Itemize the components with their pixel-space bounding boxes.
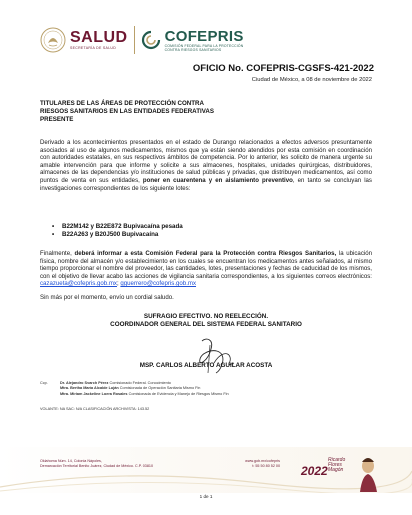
- footer-flores-magon: [328, 458, 345, 474]
- paragraph-request-emphasis: poner en cuarentena y en aislamiento preventivo: [142, 176, 293, 184]
- paragraph-request: [40, 139, 372, 192]
- paragraph-greeting: Sin más por el momento, envío un cordial saludo.: [40, 294, 174, 301]
- lot-list: [52, 223, 183, 240]
- lot-item: • B22M142 y B22E872 Bupivacaína pesada: [52, 223, 183, 231]
- closing-block: [0, 313, 412, 329]
- ccp-spacer: [40, 392, 54, 397]
- ccp-role: Comisionada de Evidencia y Manejo de Riesgos Mismo Fin: [128, 391, 229, 396]
- closing-title: COORDINADOR GENERAL DEL SISTEMA FEDERAL SANITARIO: [110, 320, 302, 328]
- document-date: Ciudad de México, a 08 de noviembre de 2022: [251, 77, 372, 83]
- footer-website: www.gob.mx/cofepris: [245, 459, 280, 463]
- paragraph-report-text-1: Finalmente,: [40, 250, 75, 257]
- cofepris-logo: [141, 29, 244, 52]
- signer-name: MSP. CARLOS ALBERTO AGUILAR ACOSTA: [139, 362, 273, 369]
- ccp-role: Comisionada de Operación Sanitaria Mismo Fin: [119, 386, 201, 391]
- salud-subtitle: SECRETARÍA DE SALUD: [70, 45, 117, 50]
- ccp-role: Comisionado Federal. Conocimiento: [109, 381, 171, 385]
- ccp-entry: [60, 392, 229, 397]
- lot-item: • B22A263 y B20J500 Bupivacaína: [52, 231, 183, 239]
- salud-wordmark: SALUD: [70, 28, 128, 46]
- flores-line-2: Flores: [328, 462, 342, 469]
- footer-year: 2022: [301, 464, 328, 478]
- paragraph-report-emphasis: deberá informar a esta Comisión Federal para la Protección contra Riesgos Sanitarios,: [74, 250, 337, 257]
- flores-line-1: Ricardo: [328, 457, 346, 463]
- ccp-label: Ccp.: [40, 381, 48, 385]
- volante-line: VOLANTE: NA SAC: N/A CLASIFICACIÓN ARCHIVISTA: 143.52: [40, 407, 150, 411]
- paragraph-request-text-2: , en tanto se concluyan las investigaciones correspondientes de los siguiente lotes:: [40, 176, 372, 192]
- footer-address-line-2: Demarcación Territorial Benito Juárez, Ciudad de México. C.P. 03810: [40, 464, 154, 468]
- ccp-name: Dr. Alejandro Svarch Pérez: [60, 381, 109, 385]
- footer-contact: [230, 459, 280, 469]
- header-divider: [134, 26, 135, 54]
- handwritten-signature: [184, 333, 248, 377]
- email-separator: ;: [116, 280, 119, 288]
- addressee-line-1: TITULARES DE LAS ÁREAS DE PROTECCIÓN CONTRA: [40, 100, 204, 107]
- footer-phone: t: 55 50 80 52 00: [252, 464, 280, 468]
- ccp-name: Mtra. Miriam Jackeline Loera Rosales: [60, 391, 128, 396]
- page-number: 1 de 1: [199, 494, 213, 499]
- oficio-number: OFICIO No. COFEPRIS-CGSFS-421-2022: [192, 63, 374, 74]
- cofepris-subtitle-1: COMISIÓN FEDERAL PARA LA PROTECCIÓN: [164, 43, 244, 48]
- footer-address: [40, 459, 153, 469]
- ccp-name: Mtra. Bertha María Alcalde Luján: [60, 386, 119, 391]
- closing-motto: SUFRAGIO EFECTIVO. NO REELECCIÓN.: [143, 313, 269, 320]
- paragraph-request-text-1: Derivado a los acontecimientos presentados en el estado de Durango relacionados a efectos adversos presuntamente asociados al uso de algunos medicamentos, mismos que ya están siendo atendidos por esta comisión en coordinación con autoridades estatales, en sus respectivos ámbitos de competencia. Por lo anterior, les solicito de manera urgente su amable intervención para que informe y solicite a sus almacenes, hospitales, unidades quirúrgicas, distribuidores, almacenes de las dependencias y/o instituciones de salud públicas y privadas, que distribuyen medicamentos, así como puntos de venta en sus entidades,: [40, 139, 372, 184]
- cofepris-wordmark: COFEPRIS: [164, 27, 244, 45]
- addressee-block: [40, 100, 214, 124]
- paragraph-report: [40, 250, 372, 288]
- cofepris-subtitle-2: CONTRA RIESGOS SANITARIOS: [164, 47, 222, 52]
- paragraph-report-text-2: la ubicación física, nombre del almacén y/o establecimiento en los cuales se encuentran los medicamentos antes señalados, al mismo tiempo proporcionar el nombre del proveedor, las cantidades, lotes, presentaciones y fechas de caducidad de los mismos, con el objetivo de llevar acabo las acciones de vigilancia sanitaria correspondientes, a los siguientes correos electrónicos:: [40, 250, 372, 280]
- salud-logo: [40, 27, 128, 53]
- addressee-line-3: PRESENTE: [40, 116, 74, 123]
- addressee-line-2: RIESGOS SANITARIOS EN LAS ENTIDADES FEDERATIVAS: [40, 108, 214, 115]
- mexico-seal-icon: [40, 27, 66, 53]
- flores-line-3: Magón: [328, 467, 344, 474]
- cofepris-emblem-icon: [141, 30, 161, 50]
- email-link-gguerrero[interactable]: gguerrero@cofepris.gob.mx: [120, 280, 197, 288]
- ccp-row: [40, 392, 229, 397]
- ccp-block: [40, 381, 229, 397]
- letterhead: [40, 24, 372, 56]
- footer-address-line-1: Oklahoma Núm. 14, Colonia Nápoles,: [40, 459, 102, 463]
- email-link-cazazueta[interactable]: cazazueta@cofepris.gob.mx: [40, 280, 117, 288]
